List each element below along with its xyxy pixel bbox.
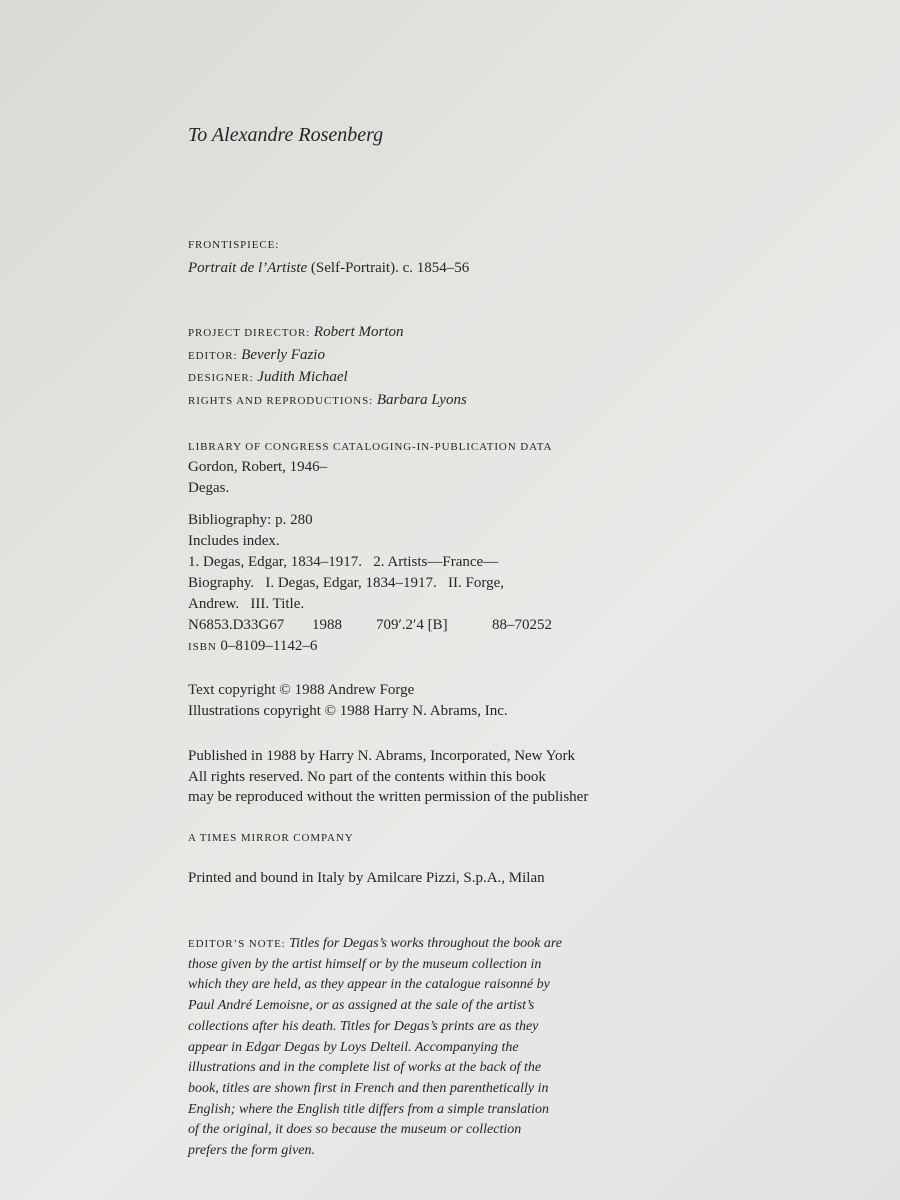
note-line: collections after his death. Titles for Degas’s prints are as they [188, 1018, 539, 1034]
cip-classification-line [188, 615, 552, 636]
isbn-value: 0–8109–1142–6 [220, 638, 318, 654]
cip-subject-line: Biography. I. Degas, Edgar, 1834–1917. II. Forge, [188, 575, 505, 591]
cip-subject-line: Andrew. III. Title. [188, 596, 305, 612]
cip-dewey: 709′.2′4 [B] [376, 617, 448, 633]
note-line: of the original, it does so because the museum or collection [188, 1122, 522, 1138]
cip-isbn-line [188, 636, 552, 657]
note-line: appear in Edgar Degas by Loys Delteil. Accompanying the [188, 1039, 519, 1055]
copyright-line: Illustrations copyright © 1988 Harry N. Abrams, Inc. [188, 703, 508, 719]
credits-block [188, 322, 467, 412]
publisher-line: All rights reserved. No part of the contents within this book [188, 768, 546, 785]
frontispiece-caption [188, 258, 469, 279]
credit-role: EDITOR: [188, 349, 238, 362]
printed-line: Printed and bound in Italy by Amilcare Pizzi, S.p.A., Milan [188, 870, 545, 886]
frontispiece-title: Portrait de l’Artiste [188, 260, 308, 276]
credit-name: Robert Morton [313, 324, 404, 340]
cip-lccn: 88–70252 [492, 617, 552, 633]
editors-note-label: EDITOR’S NOTE: [188, 938, 286, 950]
credit-role: RIGHTS AND REPRODUCTIONS: [188, 394, 374, 407]
cip-title: Degas. [188, 480, 230, 496]
cip-author: Gordon, Robert, 1946– [188, 459, 328, 475]
note-line: those given by the artist himself or by the museum collection in [188, 956, 542, 972]
note-line: which they are held, as they appear in the catalogue raisonné by [188, 977, 550, 993]
note-line: EDITOR’S NOTE: Titles for Degas’s works throughout the book are [188, 936, 563, 951]
cip-subject-line: 1. Degas, Edgar, 1834–1917. 2. Artists—France— [188, 554, 499, 570]
frontispiece-block [188, 238, 469, 279]
copyright-line: Text copyright © 1988 Andrew Forge [188, 682, 415, 698]
cip-year: 1988 [312, 617, 342, 633]
cip-heading: LIBRARY OF CONGRESS CATALOGING-IN-PUBLICATION DATA [188, 441, 553, 453]
credit-line [188, 345, 467, 368]
frontispiece-label: FRONTISPIECE: [188, 239, 280, 251]
company-line: A TIMES MIRROR COMPANY [188, 832, 354, 844]
credit-name: Beverly Fazio [241, 346, 325, 363]
note-line: English; where the English title differs from a simple translation [188, 1101, 550, 1117]
note-line: Paul André Lemoisne, or as assigned at the sale of the artist’s [188, 998, 535, 1014]
note-line: prefers the form given. [188, 1143, 316, 1159]
isbn-label: ISBN [188, 641, 217, 653]
credit-name: Barbara Lyons [376, 391, 467, 408]
credit-role: PROJECT DIRECTOR: [188, 327, 311, 339]
frontispiece-details: (Self-Portrait). c. 1854–56 [307, 260, 470, 276]
cip-index: Includes index. [188, 533, 280, 549]
credit-name: Judith Michael [257, 369, 348, 385]
publisher-block [188, 746, 588, 808]
credit-line [188, 367, 467, 390]
credit-role: DESIGNER: [188, 372, 254, 384]
cip-data-block [188, 440, 552, 657]
cip-bibliography: Bibliography: p. 280 [188, 512, 313, 528]
editors-note [188, 934, 628, 1162]
copyright-block [188, 680, 508, 722]
note-line: illustrations and in the complete list of works at the back of the [188, 1060, 542, 1076]
note-line: book, titles are shown first in French and then parenthetically in [188, 1080, 549, 1096]
publisher-line: may be reproduced without the written permission of the publisher [188, 789, 589, 805]
publisher-line: Published in 1988 by Harry N. Abrams, Incorporated, New York [188, 748, 576, 764]
cip-call-number: N6853.D33G67 [188, 617, 285, 633]
dedication: To Alexandre Rosenberg [188, 124, 384, 146]
credit-line [188, 390, 467, 413]
credit-line [188, 322, 467, 345]
